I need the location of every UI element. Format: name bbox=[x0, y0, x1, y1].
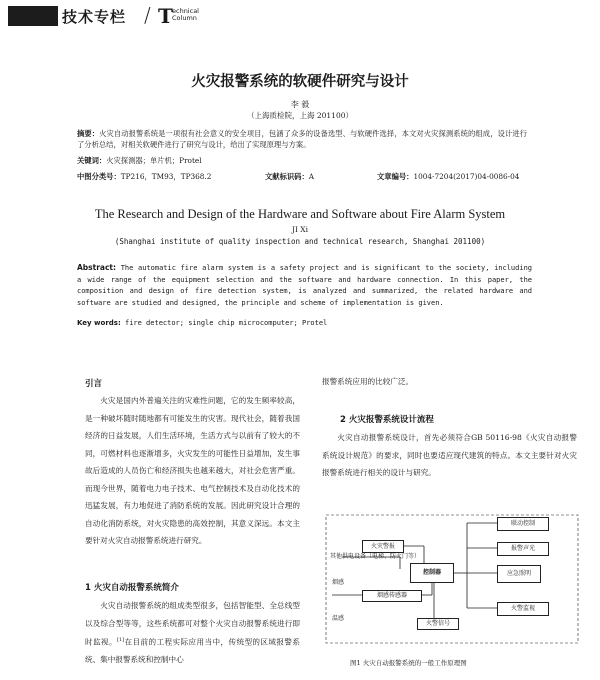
section1-paragraph bbox=[85, 597, 300, 669]
fire-alarm-box: 火灾警报 bbox=[362, 540, 404, 553]
affiliation-cn: （上海质检院，上海 201100） bbox=[246, 111, 353, 120]
abstract-cn bbox=[77, 128, 527, 150]
doc-code bbox=[265, 172, 314, 182]
keywords-en bbox=[77, 319, 327, 327]
paper-title-en: The Research and Design of the Hardware and Software about Fire Alarm System bbox=[94, 207, 506, 221]
abstract-en bbox=[77, 262, 532, 309]
section1-text-cont: 在目前的工程实际应用当中，传统型的区域报警系统、集中报警系统和控制中心 bbox=[85, 637, 301, 665]
clc-number bbox=[77, 172, 211, 182]
header-section-cn: 技术专栏 bbox=[62, 8, 127, 26]
abstract-cn-label: 摘要： bbox=[77, 129, 100, 138]
clc-value: TP216，TM93，TP368.2 bbox=[120, 172, 212, 181]
header-black-block bbox=[8, 6, 58, 26]
clc-label: 中图分类号： bbox=[77, 172, 121, 181]
article-number-value: 1004-7204(2017)04-0086-04 bbox=[413, 172, 520, 181]
author-en: JI Xi bbox=[291, 225, 309, 234]
abstract-en-label: Abstract: bbox=[77, 263, 117, 272]
intro-paragraph: 火灾是国内外普遍关注的灾难性问题，它的发生频率较高，是一种破坏随时随地都有可能发生的灾害。现代社会，随着我国经济的日益发展，人们生活环境，生活方式与以前有了较大的不同，可燃材料也逐渐增多，火灾发生的可能性日益增加，发生事故后造成的人员伤亡和经济损失也越来越大，对社会危害严重。而现今世界，随着电力电子技术、电气控制技术及自动化技术的迅猛发展，有力地促进了消防系统的发展。因此研究设计合理的自动化消防系统，对火灾隐患的高效控制，其意义深远。本文主要针对火灾自动报警系统进行研究。 bbox=[85, 396, 300, 545]
header-section-en bbox=[172, 8, 199, 22]
intro-heading: 引言 bbox=[85, 379, 103, 389]
keywords-en-label: Key words: bbox=[77, 319, 121, 327]
article-number bbox=[377, 172, 519, 182]
article-number-label: 文章编号： bbox=[377, 172, 414, 181]
linkage-control-box: 联动控制 bbox=[497, 517, 549, 531]
right-column-continuation: 报警系统应用的比较广泛。 bbox=[322, 377, 414, 386]
emergency-light-box: 应急照明 bbox=[497, 565, 541, 583]
smoke-label: 烟感 bbox=[332, 579, 345, 586]
keywords-en-text: fire detector; single chip microcomputer; Protel bbox=[124, 319, 328, 327]
keywords-cn-label: 关键词： bbox=[77, 156, 107, 165]
author-cn: 李 毅 bbox=[290, 100, 310, 109]
doc-code-value: A bbox=[308, 172, 315, 181]
keywords-cn bbox=[77, 156, 202, 166]
figure-1-caption: 图1 火灾自动报警系统的一般工作原理图 bbox=[350, 659, 467, 667]
header-section-en-initial: T bbox=[158, 4, 173, 28]
figure-1-diagram bbox=[322, 513, 582, 663]
fire-signal-box: 火警信号 bbox=[417, 618, 459, 630]
alarm-device-box: 报警声光 bbox=[497, 542, 549, 556]
affiliation-en: (Shanghai institute of quality inspection and technical research, Shanghai 201100) bbox=[114, 237, 486, 246]
temperature-label: 温感 bbox=[332, 615, 345, 622]
citation-1: [1] bbox=[117, 637, 125, 643]
section2-heading: 2 火灾报警系统设计流程 bbox=[340, 415, 434, 425]
paper-title-cn: 火灾报警系统的软硬件研究与设计 bbox=[191, 74, 409, 90]
power-label: 其他供电设备（电梯、防火门等） bbox=[330, 553, 421, 560]
abstract-en-text: The automatic fire alarm system is a safety project and is significant to the society, including a wide range of the equipment selection and the software and hardware connection. In this paper, the composition and design of fire detection system, is analyzed and summarized, the related hardware and software are studied and designed, the principle and scheme of implementation is given. bbox=[77, 264, 533, 307]
header-section-en-line2: Column bbox=[172, 14, 197, 22]
abstract-cn-text: 火灾自动报警系统是一项很有社会意义的安全项目，包涵了众多的设备选型、与软硬件选择，本文对火灾探测系统的组成，设计进行了分析总结，对相关软硬件进行了研究与设计，给出了实现原理与方案。 bbox=[77, 129, 528, 149]
section2-paragraph: 火灾自动报警系统设计，首先必须符合GB 50116-98《火灾自动报警系统设计规范》的要求，同时也要适应现代建筑的特点。本文主要针对火灾报警系统进行相关的设计与研究。 bbox=[322, 433, 577, 477]
header-slash: / bbox=[144, 3, 151, 27]
section1-text: 火灾自动报警系统的组成类型很多，包括智能型、全总线型以及综合型等等，这些系统都可对整个火灾自动报警系统进行即时监视。 bbox=[85, 601, 300, 647]
figure-1-lines bbox=[322, 513, 582, 663]
controller-box: 控制器 bbox=[410, 563, 454, 583]
fire-monitor-box: 火警监视 bbox=[497, 602, 549, 616]
keywords-cn-text: 火灾探测器；单片机；Protel bbox=[106, 156, 202, 165]
header-section-en-line1: echnical bbox=[172, 7, 199, 15]
smoke-detector-box: 烟感传感器 bbox=[362, 590, 422, 602]
doc-code-label: 文献标识码： bbox=[265, 172, 309, 181]
section1-heading: 1 火灾自动报警系统简介 bbox=[85, 583, 179, 593]
